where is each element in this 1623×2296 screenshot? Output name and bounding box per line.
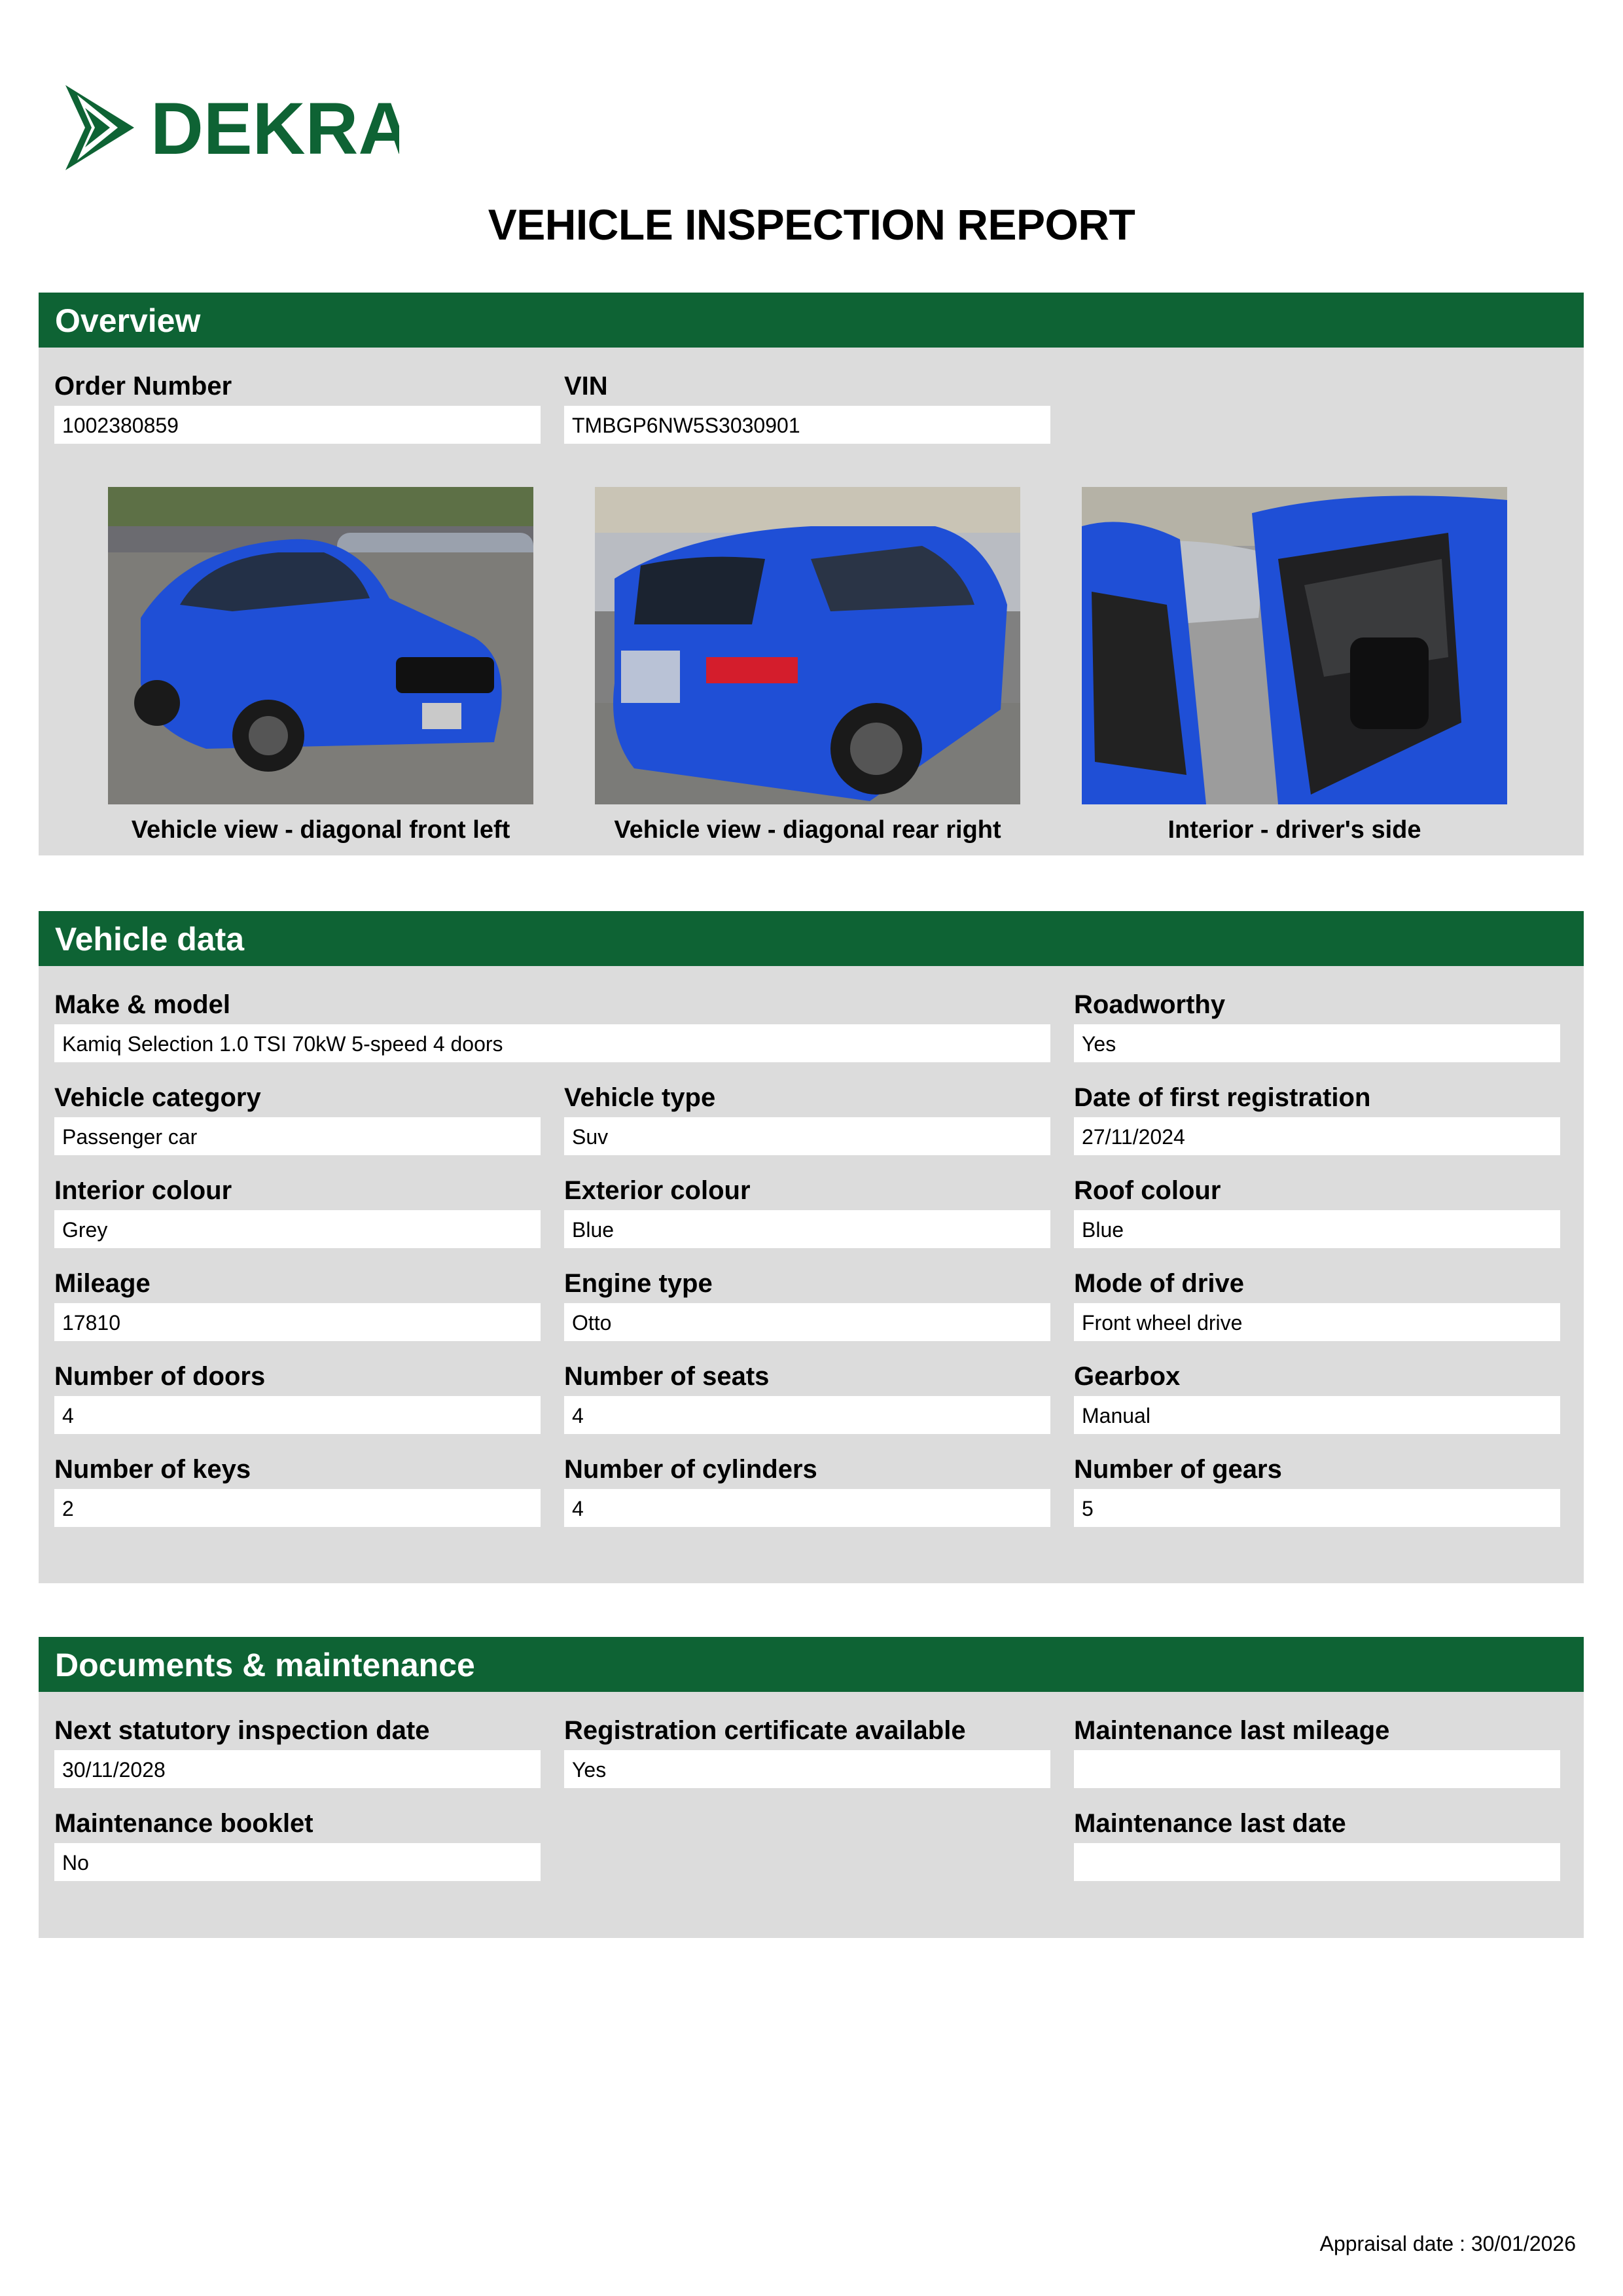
field-value: Suv: [564, 1117, 1050, 1155]
interior-colour-field: [54, 1174, 541, 1248]
vehicle-category-field: [54, 1081, 541, 1155]
field-label: Number of gears: [1074, 1455, 1282, 1484]
roadworthy-field: [1074, 988, 1560, 1062]
page-title: VEHICLE INSPECTION REPORT: [488, 200, 1135, 249]
maintenance-booklet-field: [54, 1806, 541, 1881]
field-value: 4: [564, 1489, 1050, 1527]
make-model-field: [54, 988, 1050, 1062]
field-value: 27/11/2024: [1074, 1117, 1560, 1155]
first-registration-field: [1074, 1081, 1560, 1155]
overview-section: [39, 293, 1584, 855]
field-label: Mileage: [54, 1269, 151, 1298]
field-value: 4: [54, 1396, 541, 1434]
dekra-logo: [59, 82, 399, 180]
logo-text: DEKRA: [151, 88, 399, 170]
exterior-colour-field: [564, 1174, 1050, 1248]
field-label: Registration certificate available: [564, 1716, 966, 1745]
vehicle-type-field: [564, 1081, 1050, 1155]
number-of-gears-field: [1074, 1452, 1560, 1527]
maintenance-last-mileage-field: [1074, 1713, 1560, 1788]
order-number-value: 1002380859: [54, 406, 541, 444]
field-label: Vehicle category: [54, 1083, 261, 1112]
field-label: Maintenance last mileage: [1074, 1716, 1390, 1745]
field-value: 2: [54, 1489, 541, 1527]
photo-caption: Interior - driver's side: [1168, 816, 1421, 844]
field-value: No: [54, 1843, 541, 1881]
field-label: Vehicle type: [564, 1083, 716, 1112]
field-value: Manual: [1074, 1396, 1560, 1434]
field-label: Make & model: [54, 990, 230, 1019]
roof-colour-field: [1074, 1174, 1560, 1248]
registration-certificate-field: [564, 1713, 1050, 1788]
vin-value: TMBGP6NW5S3030901: [564, 406, 1050, 444]
photo-caption: Vehicle view - diagonal front left: [131, 816, 510, 844]
vehicle-data-section: [39, 911, 1584, 1583]
next-inspection-field: [54, 1713, 541, 1788]
field-value: Blue: [1074, 1210, 1560, 1248]
field-label: Number of cylinders: [564, 1455, 817, 1484]
mileage-field: [54, 1266, 541, 1341]
number-of-seats-field: [564, 1359, 1050, 1434]
make-model-value: Kamiq Selection 1.0 TSI 70kW 5-speed 4 doors: [54, 1024, 1050, 1062]
order-number-field: [54, 369, 541, 444]
field-value: 5: [1074, 1489, 1560, 1527]
field-value: 17810: [54, 1303, 541, 1341]
field-value: Front wheel drive: [1074, 1303, 1560, 1341]
car-rear-right-photo[interactable]: [595, 487, 1020, 804]
field-value: Yes: [564, 1750, 1050, 1788]
field-label: Roadworthy: [1074, 990, 1226, 1019]
field-label: Number of doors: [54, 1362, 266, 1391]
gearbox-field: [1074, 1359, 1560, 1434]
roadworthy-value: Yes: [1074, 1024, 1560, 1062]
field-value: Passenger car: [54, 1117, 541, 1155]
dekra-d-logo-icon: [59, 82, 399, 180]
field-label: Exterior colour: [564, 1176, 751, 1205]
field-label: Roof colour: [1074, 1176, 1221, 1205]
field-label: VIN: [564, 372, 608, 401]
field-value: [1074, 1750, 1560, 1788]
engine-type-field: [564, 1266, 1050, 1341]
appraisal-date: Appraisal date : 30/01/2026: [1319, 2232, 1576, 2255]
field-label: Maintenance last date: [1074, 1809, 1346, 1838]
field-value: Otto: [564, 1303, 1050, 1341]
mode-of-drive-field: [1074, 1266, 1560, 1341]
documents-header: Documents & maintenance: [39, 1637, 1584, 1692]
field-label: Number of keys: [54, 1455, 251, 1484]
field-label: Date of first registration: [1074, 1083, 1371, 1112]
field-label: Number of seats: [564, 1362, 770, 1391]
field-value: [1074, 1843, 1560, 1881]
field-label: Engine type: [564, 1269, 713, 1298]
field-value: 4: [564, 1396, 1050, 1434]
overview-header: Overview: [39, 293, 1584, 348]
field-value: Grey: [54, 1210, 541, 1248]
maintenance-last-date-field: [1074, 1806, 1560, 1881]
number-of-cylinders-field: [564, 1452, 1050, 1527]
vehicle-data-header: Vehicle data: [39, 911, 1584, 966]
car-interior-photo[interactable]: [1082, 487, 1507, 804]
documents-section: [39, 1637, 1584, 1938]
field-label: Interior colour: [54, 1176, 232, 1205]
number-of-doors-field: [54, 1359, 541, 1434]
field-label: Maintenance booklet: [54, 1809, 313, 1838]
photo-caption: Vehicle view - diagonal rear right: [614, 816, 1001, 844]
field-label: Mode of drive: [1074, 1269, 1245, 1298]
car-front-left-photo[interactable]: [108, 487, 533, 804]
field-label: Gearbox: [1074, 1362, 1181, 1391]
field-value: Blue: [564, 1210, 1050, 1248]
number-of-keys-field: [54, 1452, 541, 1527]
vin-field: [564, 369, 1050, 444]
field-value: 30/11/2028: [54, 1750, 541, 1788]
field-label: Next statutory inspection date: [54, 1716, 430, 1745]
field-label: Order Number: [54, 372, 232, 401]
